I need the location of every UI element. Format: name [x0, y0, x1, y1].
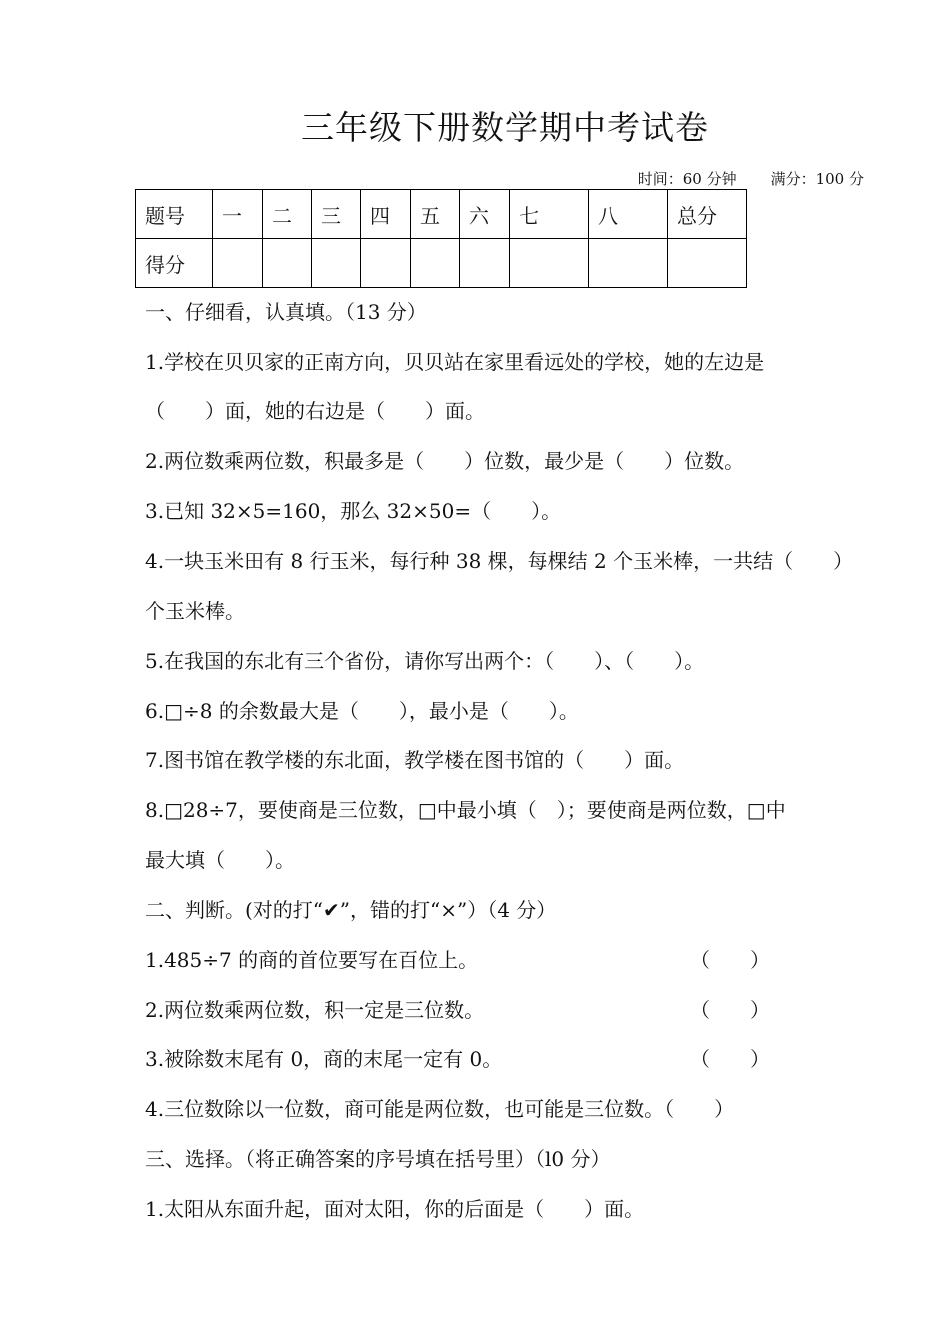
- page-title: 三年级下册数学期中考试卷: [301, 108, 709, 147]
- score-table-header-row: [136, 190, 747, 239]
- header-cell: 三: [312, 190, 361, 239]
- judge-paren-2: （ ）: [690, 998, 770, 1022]
- choice-question-1: 1.太阳从东面升起，面对太阳，你的后面是（ ）面。: [145, 1197, 645, 1221]
- question-2: 2.两位数乘两位数，积最多是（ ）位数，最少是（ ）位数。: [145, 449, 745, 473]
- score-cell[interactable]: [312, 239, 361, 288]
- score-table-score-row: [136, 239, 747, 288]
- header-cell: 七: [510, 190, 589, 239]
- question-6: 6.□÷8 的余数最大是（ ），最小是（ ）。: [145, 699, 579, 723]
- score-cell[interactable]: [263, 239, 312, 288]
- row-label-cell: 得分: [136, 239, 213, 288]
- question-1-line-1: 1.学校在贝贝家的正南方向，贝贝站在家里看远处的学校，她的左边是: [145, 350, 765, 374]
- question-7: 7.图书馆在教学楼的东北面，教学楼在图书馆的（ ）面。: [145, 748, 685, 772]
- header-cell: 八: [589, 190, 668, 239]
- question-5: 5.在我国的东北有三个省份，请你写出两个：（ ）、（ ）。: [145, 649, 705, 673]
- section-three-heading: 三、选择。（将正确答案的序号填在括号里）（l0 分）: [145, 1147, 611, 1171]
- score-cell[interactable]: [213, 239, 263, 288]
- header-cell: 二: [263, 190, 312, 239]
- header-cell: 六: [460, 190, 510, 239]
- judge-paren-1: （ ）: [690, 948, 770, 972]
- exam-time: 时间：60 分钟: [637, 170, 737, 188]
- section-two-heading: 二、判断。(对的打“✔”，错的打“×”）（4 分）: [145, 898, 557, 922]
- score-cell[interactable]: [460, 239, 510, 288]
- question-4-line-2: 个玉米棒。: [145, 599, 245, 623]
- score-cell[interactable]: [411, 239, 460, 288]
- header-cell: 一: [213, 190, 263, 239]
- header-cell: 四: [361, 190, 411, 239]
- score-table: [135, 189, 747, 288]
- header-cell: 总分: [668, 190, 747, 239]
- judge-paren-3: （ ）: [690, 1047, 770, 1071]
- question-1-line-2: （ ）面，她的右边是（ ）面。: [145, 399, 485, 423]
- question-4-line-1: 4.一块玉米田有 8 行玉米，每行种 38 棵，每棵结 2 个玉米棒，一共结（ ）: [145, 549, 854, 573]
- header-cell: 五: [411, 190, 460, 239]
- exam-meta: [638, 168, 864, 189]
- judge-item-4: 4.三位数除以一位数，商可能是两位数，也可能是三位数。（ ）: [145, 1097, 735, 1121]
- question-3: 3.已知 32×5=160，那么 32×50=（ ）。: [145, 499, 562, 523]
- judge-item-1: 1.485÷7 的商的首位要写在百位上。: [145, 948, 479, 972]
- score-cell[interactable]: [361, 239, 411, 288]
- question-8-line-1: 8.□28÷7，要使商是三位数，□中最小填（ ）；要使商是两位数，□中: [145, 798, 786, 822]
- score-cell[interactable]: [589, 239, 668, 288]
- header-cell: 题号: [136, 190, 213, 239]
- question-8-line-2: 最大填（ ）。: [145, 848, 295, 872]
- section-one-heading: 一、仔细看，认真填。（13 分）: [145, 300, 427, 324]
- judge-item-2: 2.两位数乘两位数，积一定是三位数。: [145, 998, 485, 1022]
- exam-full-score: 满分：100 分: [770, 170, 864, 188]
- score-cell[interactable]: [510, 239, 589, 288]
- judge-item-3: 3.被除数末尾有 0，商的末尾一定有 0。: [145, 1047, 503, 1071]
- score-cell[interactable]: [668, 239, 747, 288]
